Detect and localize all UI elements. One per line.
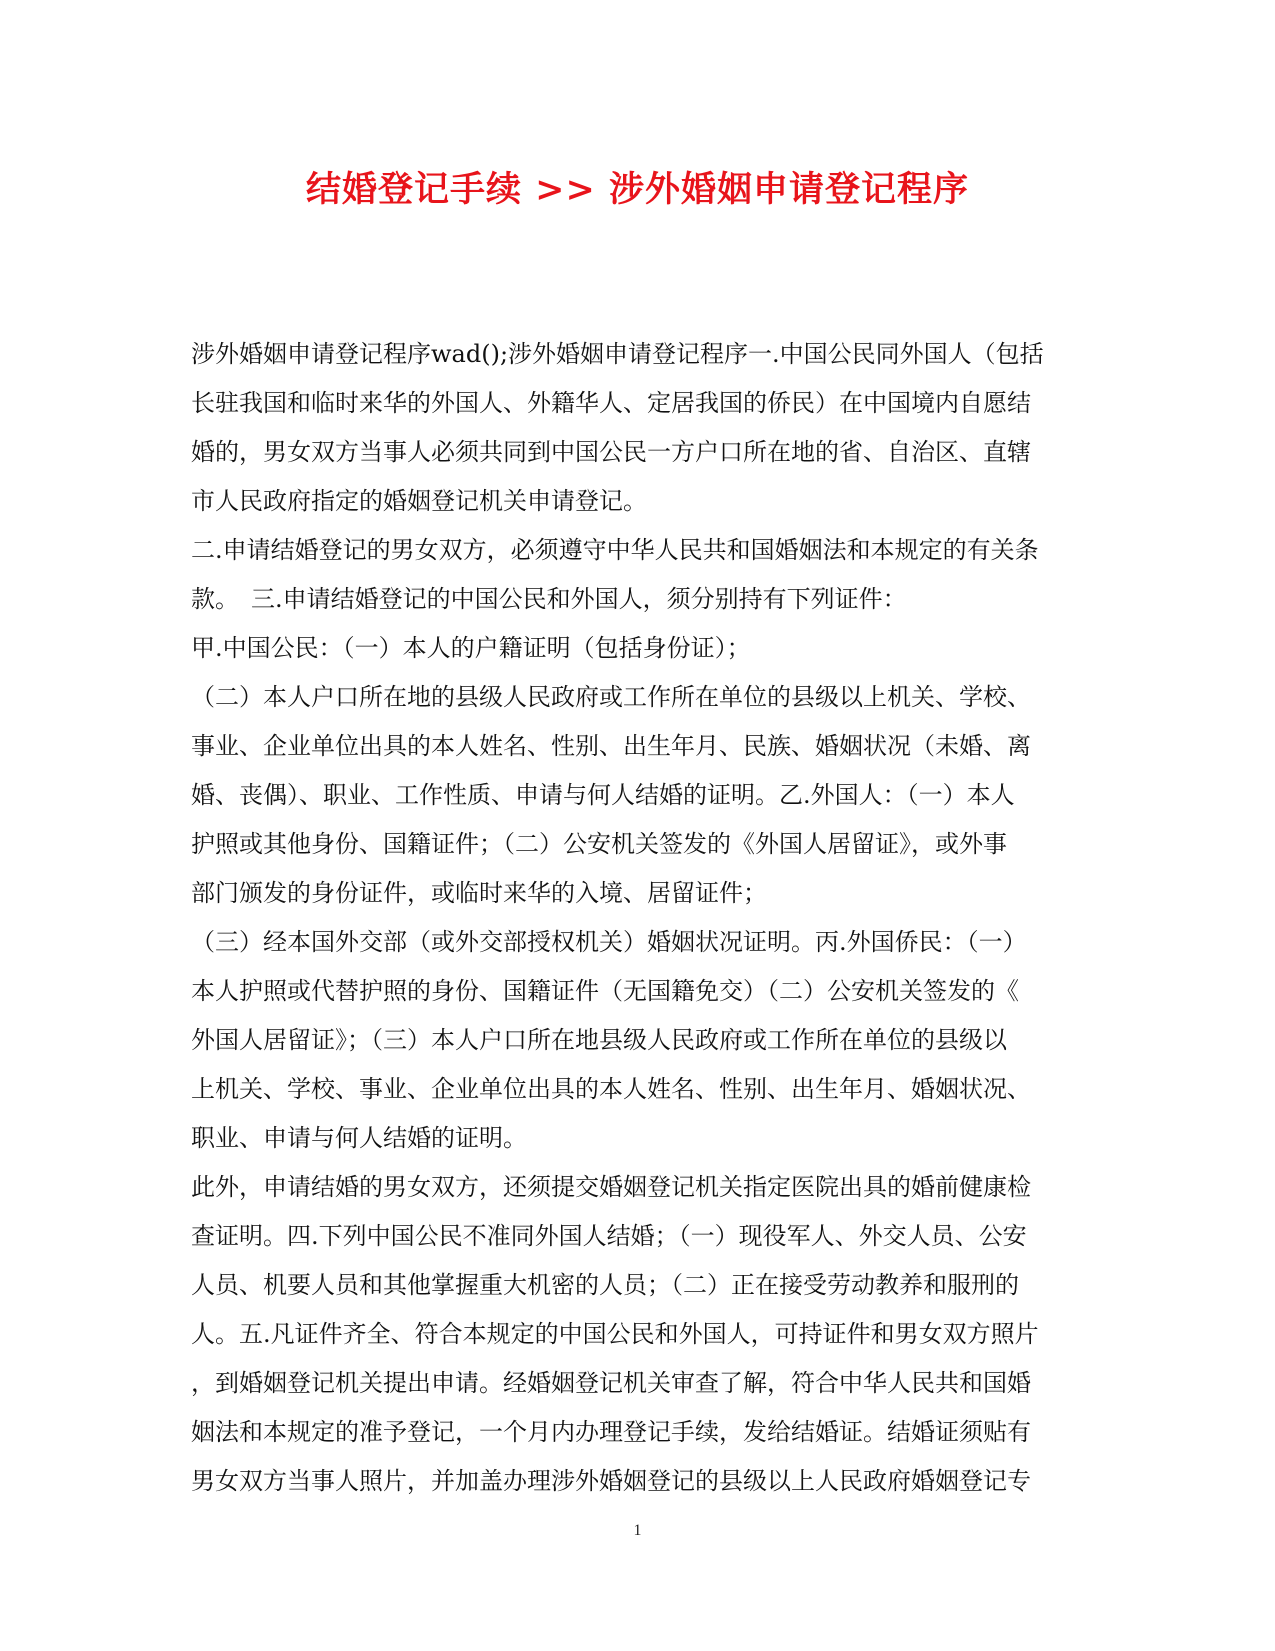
body-line: 护照或其他身份、国籍证件；（二）公安机关签发的《外国人居留证》，或外事 [191, 830, 1007, 858]
body-line: 市人民政府指定的婚姻登记机关申请登记。 [191, 487, 647, 515]
body-line: 外国人居留证》；（三）本人户口所在地县级人民政府或工作所在单位的县级以 [191, 1026, 1007, 1054]
body-line: 款。 三.申请结婚登记的中国公民和外国人，须分别持有下列证件： [191, 585, 907, 613]
body-line: 职业、申请与何人结婚的证明。 [191, 1124, 527, 1152]
body-line: 此外，申请结婚的男女双方，还须提交婚姻登记机关指定医院出具的婚前健康检 [191, 1173, 1031, 1201]
body-line: 男女双方当事人照片，并加盖办理涉外婚姻登记的县级以上人民政府婚姻登记专 [191, 1467, 1031, 1495]
body-line: 婚、丧偶）、职业、工作性质、申请与何人结婚的证明。乙.外国人：（一）本人 [191, 781, 1015, 809]
body-line: 姻法和本规定的准予登记，一个月内办理登记手续，发给结婚证。结婚证须贴有 [191, 1418, 1031, 1446]
body-line: 上机关、学校、事业、企业单位出具的本人姓名、性别、出生年月、婚姻状况、 [191, 1075, 1031, 1103]
body-line: 部门颁发的身份证件，或临时来华的入境、居留证件； [191, 879, 767, 907]
body-line: 甲.中国公民：（一）本人的户籍证明（包括身份证）； [191, 634, 751, 662]
document-title: 结婚登记手续 >> 涉外婚姻申请登记程序 [305, 169, 970, 210]
body-line: 本人护照或代替护照的身份、国籍证件（无国籍免交）（二）公安机关签发的《 [191, 977, 1019, 1005]
body-line: 长驻我国和临时来华的外国人、外籍华人、定居我国的侨民）在中国境内自愿结 [191, 389, 1031, 417]
body-line: 人员、机要人员和其他掌握重大机密的人员；（二）正在接受劳动教养和服刑的 [191, 1271, 1019, 1299]
document-body [191, 330, 1083, 1506]
body-line: 事业、企业单位出具的本人姓名、性别、出生年月、民族、婚姻状况（未婚、离 [191, 732, 1031, 760]
body-line: 查证明。四.下列中国公民不准同外国人结婚；（一）现役军人、外交人员、公安 [191, 1222, 1027, 1250]
body-line: 涉外婚姻申请登记程序wad();涉外婚姻申请登记程序一.中国公民同外国人（包括 [191, 340, 1044, 368]
body-line: 人。五.凡证件齐全、符合本规定的中国公民和外国人，可持证件和男女双方照片 [191, 1320, 1039, 1348]
body-line: 婚的，男女双方当事人必须共同到中国公民一方户口所在地的省、自治区、直辖 [191, 438, 1031, 466]
page-number: 1 [633, 1522, 642, 1539]
body-line: （三）经本国外交部（或外交部授权机关）婚姻状况证明。丙.外国侨民：（一） [191, 928, 1027, 956]
body-line: 二.申请结婚登记的男女双方，必须遵守中华人民共和国婚姻法和本规定的有关条 [191, 536, 1039, 564]
body-line: ，到婚姻登记机关提出申请。经婚姻登记机关审查了解，符合中华人民共和国婚 [191, 1369, 1031, 1397]
body-line: （二）本人户口所在地的县级人民政府或工作所在单位的县级以上机关、学校、 [191, 683, 1031, 711]
